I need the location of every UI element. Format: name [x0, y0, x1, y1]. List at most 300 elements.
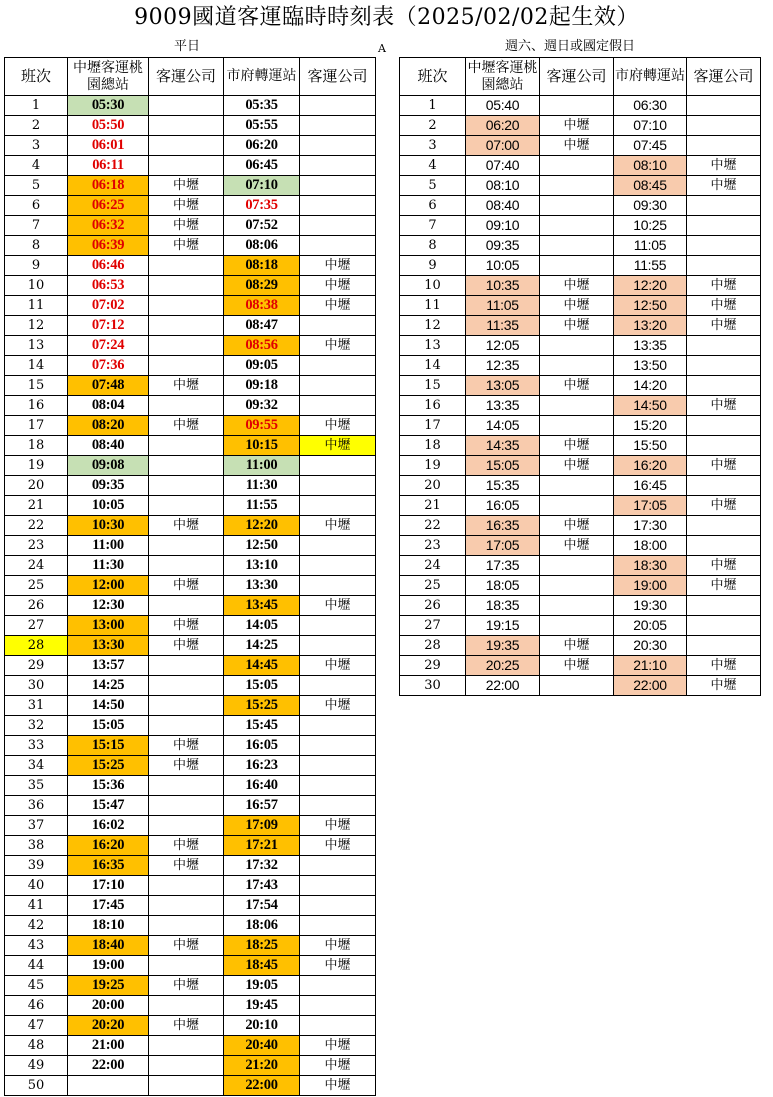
departure-time-taoyuan: 07:12: [68, 316, 149, 336]
table-row: [5, 96, 376, 116]
table-row: [400, 256, 761, 276]
departure-time-city-hall: 19:05: [224, 976, 300, 996]
departure-time-city-hall: 17:21: [224, 836, 300, 856]
operator-company: 中壢: [149, 636, 224, 656]
operator-company-2: [300, 896, 376, 916]
operator-company-2: [300, 776, 376, 796]
departure-time-taoyuan: 05:40: [466, 96, 540, 116]
departure-time-city-hall: 22:00: [224, 1076, 300, 1096]
trip-number: 32: [5, 716, 68, 736]
operator-company-2: [687, 336, 761, 356]
operator-company-2: 中壢: [300, 656, 376, 676]
departure-time-taoyuan: 17:05: [466, 536, 540, 556]
departure-time-city-hall: 17:43: [224, 876, 300, 896]
operator-company: 中壢: [540, 536, 614, 556]
departure-time-taoyuan: 15:25: [68, 756, 149, 776]
departure-time-city-hall: 13:20: [614, 316, 687, 336]
operator-company-2: [687, 116, 761, 136]
trip-number: 1: [5, 96, 68, 116]
operator-company: 中壢: [149, 516, 224, 536]
operator-company-2: [300, 116, 376, 136]
table-row: [400, 576, 761, 596]
operator-company: [540, 196, 614, 216]
operator-company-2: 中壢: [687, 176, 761, 196]
operator-company: [149, 256, 224, 276]
departure-time-taoyuan: 15:35: [466, 476, 540, 496]
departure-time-taoyuan: 19:00: [68, 956, 149, 976]
trip-number: 30: [400, 676, 466, 696]
table-row: [5, 656, 376, 676]
departure-time-city-hall: 11:00: [224, 456, 300, 476]
table-row: [5, 516, 376, 536]
trip-number: 14: [400, 356, 466, 376]
departure-time-taoyuan: 16:35: [466, 516, 540, 536]
departure-time-taoyuan: 10:05: [68, 496, 149, 516]
operator-company: [149, 156, 224, 176]
departure-time-taoyuan: 11:30: [68, 556, 149, 576]
header-company-2: 客運公司: [300, 58, 376, 96]
departure-time-city-hall: 16:40: [224, 776, 300, 796]
operator-company-2: [300, 136, 376, 156]
departure-time-taoyuan: 14:25: [68, 676, 149, 696]
operator-company-2: [687, 356, 761, 376]
operator-company-2: [300, 236, 376, 256]
departure-time-taoyuan: 14:50: [68, 696, 149, 716]
departure-time-taoyuan: 12:00: [68, 576, 149, 596]
departure-time-taoyuan: 08:40: [466, 196, 540, 216]
trip-number: 1: [400, 96, 466, 116]
departure-time-taoyuan: 22:00: [68, 1056, 149, 1076]
trip-number: 19: [400, 456, 466, 476]
operator-company-2: [300, 616, 376, 636]
departure-time-taoyuan: 08:10: [466, 176, 540, 196]
departure-time-city-hall: 13:45: [224, 596, 300, 616]
table-row: [5, 256, 376, 276]
table-row: [5, 956, 376, 976]
operator-company-2: [687, 216, 761, 236]
operator-company: 中壢: [149, 736, 224, 756]
operator-company: 中壢: [149, 216, 224, 236]
departure-time-taoyuan: 15:15: [68, 736, 149, 756]
departure-time-taoyuan: 09:35: [466, 236, 540, 256]
departure-time-city-hall: 13:50: [614, 356, 687, 376]
operator-company: [540, 596, 614, 616]
departure-time-city-hall: 05:55: [224, 116, 300, 136]
trip-number: 16: [5, 396, 68, 416]
operator-company: 中壢: [149, 616, 224, 636]
departure-time-city-hall: 09:05: [224, 356, 300, 376]
table-row: [400, 496, 761, 516]
table-row: [5, 736, 376, 756]
departure-time-city-hall: 11:55: [614, 256, 687, 276]
header-no: 班次: [400, 58, 466, 96]
operator-company-2: 中壢: [687, 496, 761, 516]
operator-company: [149, 496, 224, 516]
trip-number: 15: [5, 376, 68, 396]
table-row: [400, 456, 761, 476]
trip-number: 43: [5, 936, 68, 956]
operator-company: [149, 996, 224, 1016]
operator-company-2: [300, 216, 376, 236]
departure-time-city-hall: 09:32: [224, 396, 300, 416]
table-row: [5, 676, 376, 696]
departure-time-city-hall: 14:20: [614, 376, 687, 396]
operator-company-2: [300, 676, 376, 696]
operator-company-2: [687, 596, 761, 616]
trip-number: 48: [5, 1036, 68, 1056]
operator-company-2: 中壢: [300, 336, 376, 356]
trip-number: 18: [400, 436, 466, 456]
operator-company: [540, 496, 614, 516]
trip-number: 10: [400, 276, 466, 296]
departure-time-city-hall: 16:57: [224, 796, 300, 816]
departure-time-city-hall: 15:25: [224, 696, 300, 716]
operator-company-2: [300, 996, 376, 1016]
trip-number: 9: [400, 256, 466, 276]
table-row: [5, 616, 376, 636]
operator-company-2: 中壢: [687, 656, 761, 676]
table-row: [5, 216, 376, 236]
operator-company: [149, 336, 224, 356]
operator-company-2: 中壢: [300, 1056, 376, 1076]
operator-company-2: 中壢: [300, 956, 376, 976]
departure-time-city-hall: 10:15: [224, 436, 300, 456]
departure-time-taoyuan: 17:10: [68, 876, 149, 896]
operator-company: [149, 876, 224, 896]
departure-time-city-hall: 08:10: [614, 156, 687, 176]
table-row: [400, 336, 761, 356]
departure-time-taoyuan: 13:57: [68, 656, 149, 676]
trip-number: 47: [5, 1016, 68, 1036]
operator-company: [149, 276, 224, 296]
operator-company-2: [687, 536, 761, 556]
departure-time-taoyuan: 18:40: [68, 936, 149, 956]
operator-company-2: 中壢: [300, 296, 376, 316]
departure-time-city-hall: 11:55: [224, 496, 300, 516]
trip-number: 41: [5, 896, 68, 916]
departure-time-city-hall: 22:00: [614, 676, 687, 696]
trip-number: 24: [5, 556, 68, 576]
header-company: 客運公司: [149, 58, 224, 96]
departure-time-city-hall: 16:05: [224, 736, 300, 756]
departure-time-city-hall: 20:30: [614, 636, 687, 656]
operator-company: [149, 956, 224, 976]
operator-company: [540, 576, 614, 596]
table-row: [400, 276, 761, 296]
trip-number: 7: [5, 216, 68, 236]
operator-company: [540, 236, 614, 256]
trip-number: 11: [400, 296, 466, 316]
operator-company: [149, 296, 224, 316]
operator-company-2: 中壢: [300, 696, 376, 716]
departure-time-taoyuan: 12:05: [466, 336, 540, 356]
departure-time-city-hall: 07:35: [224, 196, 300, 216]
table-row: [400, 416, 761, 436]
departure-time-taoyuan: 06:20: [466, 116, 540, 136]
column-marker: A: [378, 42, 386, 55]
departure-time-city-hall: 14:25: [224, 636, 300, 656]
departure-time-taoyuan: 17:45: [68, 896, 149, 916]
operator-company-2: 中壢: [687, 676, 761, 696]
table-row: [400, 216, 761, 236]
operator-company: 中壢: [540, 456, 614, 476]
operator-company: [149, 116, 224, 136]
operator-company: [149, 796, 224, 816]
departure-time-taoyuan: 20:00: [68, 996, 149, 1016]
table-row: [5, 376, 376, 396]
operator-company-2: [687, 236, 761, 256]
departure-time-taoyuan: 16:05: [466, 496, 540, 516]
trip-number: 33: [5, 736, 68, 756]
table-row: [400, 176, 761, 196]
table-row: [5, 596, 376, 616]
operator-company-2: 中壢: [300, 1036, 376, 1056]
departure-time-city-hall: 20:05: [614, 616, 687, 636]
trip-number: 38: [5, 836, 68, 856]
departure-time-city-hall: 17:32: [224, 856, 300, 876]
operator-company-2: [300, 1016, 376, 1036]
departure-time-taoyuan: 10:05: [466, 256, 540, 276]
departure-time-city-hall: 13:35: [614, 336, 687, 356]
departure-time-taoyuan: 08:40: [68, 436, 149, 456]
trip-number: 34: [5, 756, 68, 776]
table-row: [5, 696, 376, 716]
table-row: [5, 976, 376, 996]
departure-time-city-hall: 18:45: [224, 956, 300, 976]
operator-company-2: [300, 96, 376, 116]
trip-number: 28: [5, 636, 68, 656]
table-row: [5, 176, 376, 196]
departure-time-city-hall: 18:06: [224, 916, 300, 936]
departure-time-city-hall: 16:20: [614, 456, 687, 476]
operator-company: 中壢: [540, 116, 614, 136]
departure-time-taoyuan: 16:02: [68, 816, 149, 836]
trip-number: 6: [5, 196, 68, 216]
trip-number: 25: [400, 576, 466, 596]
operator-company: [540, 676, 614, 696]
operator-company: [149, 456, 224, 476]
departure-time-city-hall: 19:30: [614, 596, 687, 616]
table-row: [5, 296, 376, 316]
table-row: [5, 276, 376, 296]
departure-time-taoyuan: 20:20: [68, 1016, 149, 1036]
operator-company: [540, 476, 614, 496]
departure-time-city-hall: 14:45: [224, 656, 300, 676]
operator-company-2: [300, 556, 376, 576]
table-row: [400, 436, 761, 456]
operator-company: [149, 536, 224, 556]
operator-company: 中壢: [149, 836, 224, 856]
table-row: [400, 116, 761, 136]
trip-number: 49: [5, 1056, 68, 1076]
departure-time-taoyuan: 07:40: [466, 156, 540, 176]
departure-time-taoyuan: 18:05: [466, 576, 540, 596]
operator-company: [149, 356, 224, 376]
operator-company: 中壢: [149, 856, 224, 876]
operator-company-2: [687, 636, 761, 656]
departure-time-taoyuan: 13:35: [466, 396, 540, 416]
trip-number: 19: [5, 456, 68, 476]
departure-time-taoyuan: 18:10: [68, 916, 149, 936]
operator-company: 中壢: [540, 376, 614, 396]
trip-number: 21: [400, 496, 466, 516]
table-row: [5, 936, 376, 956]
operator-company-2: 中壢: [300, 836, 376, 856]
table-row: [400, 316, 761, 336]
departure-time-taoyuan: 05:50: [68, 116, 149, 136]
trip-number: 23: [5, 536, 68, 556]
operator-company: [540, 356, 614, 376]
departure-time-city-hall: 19:00: [614, 576, 687, 596]
operator-company: [149, 816, 224, 836]
table-row: [400, 396, 761, 416]
departure-time-city-hall: 18:00: [614, 536, 687, 556]
operator-company-2: [687, 416, 761, 436]
trip-number: 17: [5, 416, 68, 436]
table-row: [5, 436, 376, 456]
departure-time-taoyuan: 19:25: [68, 976, 149, 996]
departure-time-city-hall: 15:45: [224, 716, 300, 736]
table-row: [5, 396, 376, 416]
departure-time-taoyuan: 07:24: [68, 336, 149, 356]
operator-company: [540, 396, 614, 416]
departure-time-city-hall: 07:10: [614, 116, 687, 136]
trip-number: 26: [5, 596, 68, 616]
weekday-timetable: [4, 57, 376, 1096]
departure-time-city-hall: 12:50: [224, 536, 300, 556]
table-row: [5, 816, 376, 836]
operator-company-2: [300, 456, 376, 476]
operator-company: [149, 896, 224, 916]
trip-number: 4: [5, 156, 68, 176]
table-row: [400, 356, 761, 376]
departure-time-taoyuan: 06:39: [68, 236, 149, 256]
operator-company: [149, 676, 224, 696]
operator-company-2: [687, 376, 761, 396]
departure-time-city-hall: 18:25: [224, 936, 300, 956]
trip-number: 8: [400, 236, 466, 256]
trip-number: 2: [400, 116, 466, 136]
departure-time-city-hall: 17:09: [224, 816, 300, 836]
departure-time-city-hall: 08:56: [224, 336, 300, 356]
departure-time-taoyuan: 08:04: [68, 396, 149, 416]
trip-number: 8: [5, 236, 68, 256]
table-row: [400, 476, 761, 496]
operator-company-2: [300, 196, 376, 216]
operator-company: [149, 476, 224, 496]
operator-company-2: 中壢: [300, 276, 376, 296]
table-row: [5, 1016, 376, 1036]
weekday-rows: [5, 96, 376, 1096]
operator-company: 中壢: [540, 136, 614, 156]
trip-number: 29: [400, 656, 466, 676]
departure-time-taoyuan: 05:30: [68, 96, 149, 116]
table-row: [400, 296, 761, 316]
operator-company: 中壢: [540, 276, 614, 296]
table-row: [400, 236, 761, 256]
departure-time-city-hall: 08:29: [224, 276, 300, 296]
table-row: [400, 376, 761, 396]
departure-time-taoyuan: 12:35: [466, 356, 540, 376]
departure-time-taoyuan: 07:36: [68, 356, 149, 376]
departure-time-taoyuan: 10:30: [68, 516, 149, 536]
departure-time-taoyuan: 15:05: [68, 716, 149, 736]
operator-company-2: [300, 736, 376, 756]
operator-company: 中壢: [149, 976, 224, 996]
departure-time-city-hall: 18:30: [614, 556, 687, 576]
header-from-station: 中壢客運桃園總站: [68, 58, 149, 96]
trip-number: 26: [400, 596, 466, 616]
trip-number: 10: [5, 276, 68, 296]
table-row: [5, 1056, 376, 1076]
trip-number: 20: [400, 476, 466, 496]
operator-company-2: [687, 196, 761, 216]
departure-time-city-hall: 07:10: [224, 176, 300, 196]
table-row: [5, 576, 376, 596]
trip-number: 42: [5, 916, 68, 936]
operator-company-2: [300, 356, 376, 376]
trip-number: 35: [5, 776, 68, 796]
operator-company-2: [687, 136, 761, 156]
operator-company: 中壢: [149, 416, 224, 436]
operator-company: [540, 156, 614, 176]
operator-company-2: [687, 516, 761, 536]
weekend-rows: [400, 96, 761, 696]
operator-company-2: 中壢: [687, 276, 761, 296]
departure-time-city-hall: 09:55: [224, 416, 300, 436]
operator-company-2: [300, 976, 376, 996]
table-row: [5, 836, 376, 856]
departure-time-taoyuan: 18:35: [466, 596, 540, 616]
departure-time-taoyuan: 15:36: [68, 776, 149, 796]
departure-time-city-hall: 12:20: [224, 516, 300, 536]
table-row: [400, 596, 761, 616]
table-row: [5, 876, 376, 896]
trip-number: 3: [5, 136, 68, 156]
operator-company: [149, 316, 224, 336]
trip-number: 22: [400, 516, 466, 536]
operator-company: [540, 616, 614, 636]
operator-company-2: 中壢: [300, 936, 376, 956]
trip-number: 16: [400, 396, 466, 416]
departure-time-taoyuan: 11:00: [68, 536, 149, 556]
weekend-timetable: [399, 57, 761, 696]
header-to-station: 市府轉運站: [224, 58, 300, 96]
departure-time-city-hall: 20:40: [224, 1036, 300, 1056]
departure-time-city-hall: 17:54: [224, 896, 300, 916]
operator-company-2: [300, 476, 376, 496]
departure-time-city-hall: 17:05: [614, 496, 687, 516]
weekday-label: 平日: [174, 39, 201, 54]
departure-time-taoyuan: 06:01: [68, 136, 149, 156]
operator-company: [149, 136, 224, 156]
departure-time-city-hall: 11:05: [614, 236, 687, 256]
operator-company: [540, 176, 614, 196]
departure-time-city-hall: 20:10: [224, 1016, 300, 1036]
trip-number: 27: [400, 616, 466, 636]
operator-company: 中壢: [149, 576, 224, 596]
departure-time-city-hall: 19:45: [224, 996, 300, 1016]
trip-number: 3: [400, 136, 466, 156]
trip-number: 13: [5, 336, 68, 356]
operator-company: [149, 1036, 224, 1056]
table-row: [5, 536, 376, 556]
operator-company-2: 中壢: [687, 316, 761, 336]
trip-number: 25: [5, 576, 68, 596]
trip-number: 44: [5, 956, 68, 976]
operator-company-2: [687, 476, 761, 496]
operator-company-2: [300, 496, 376, 516]
